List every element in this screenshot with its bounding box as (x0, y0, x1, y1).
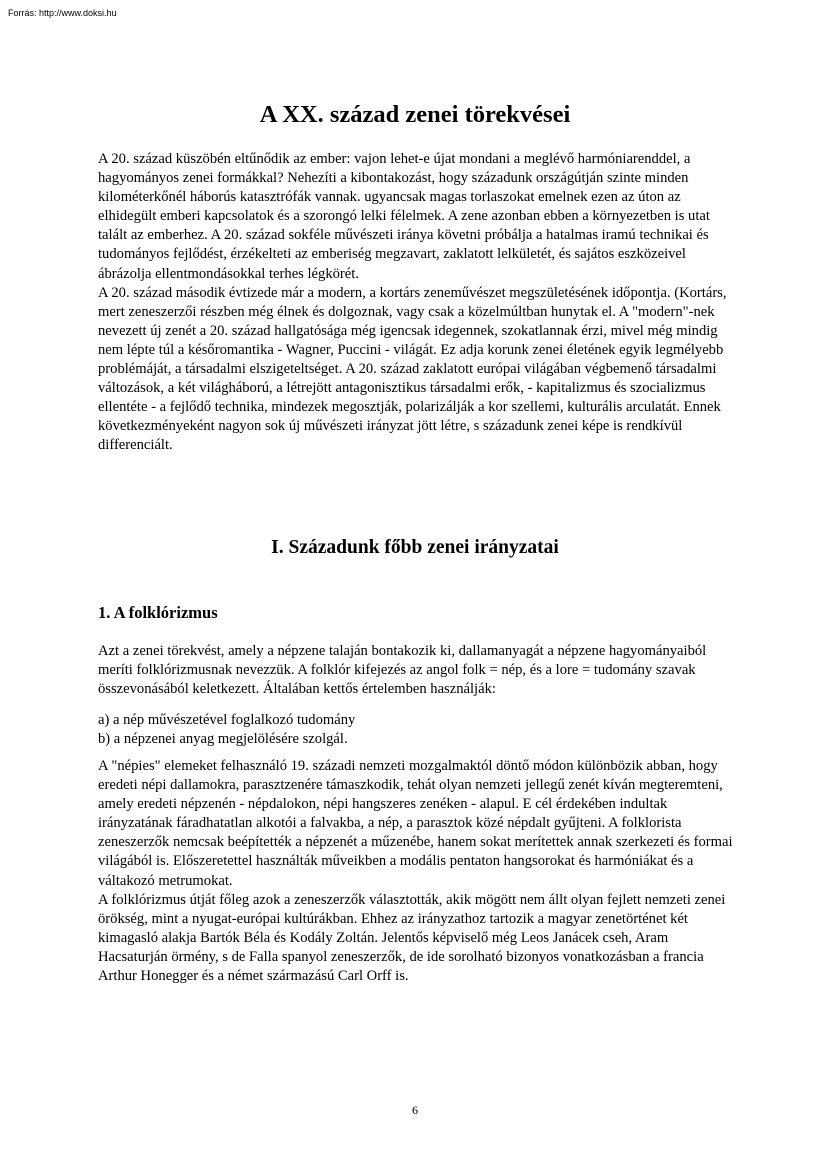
subsection-title: 1. A folklórizmus (98, 603, 218, 622)
details-paragraph-1: A "népies" elemeket felhasználó 19. századi nemzeti mozgalmaktól döntő módon különbözik abban, hogy eredeti népi dallamokra, parasztzenére támaszkodik, tehát olyan nemzeti jellegű zenét kíván megteremteni, amely eredeti népzenén - népdalokon, népi hangszeres zenéken - alapul. E cél érdekében indultak irányzatának fáradhatatlan alkotói a falvakba, a nép, a parasztok közé népdalt gyűjteni. A folklorista zeneszerzők nemcsak beépítették a népzenét a műzenébe, hanem sokat merítettek annak szerkezeti és formai világából is. Előszeretettel használták műveikben a modális pentaton hangsorokat és harmóniákat és a váltakozó metrumokat. (98, 758, 733, 889)
list-item: a) a nép művészetével foglalkozó tudomány (98, 712, 356, 728)
meaning-list (98, 711, 738, 749)
folklorism-details (98, 757, 738, 986)
folklorism-definition (98, 642, 738, 699)
definition-paragraph: Azt a zenei törekvést, amely a népzene talaján bontakozik ki, dallamanyagát a népzene hagyományaiból meríti folklórizmusnak nevezzük. A folklór kifejezés az angol folk = nép, és a lore = tudomány szavak összevonásából keletkezett. Általában kettős értelemben használják: (98, 643, 707, 698)
page-number: 6 (412, 1103, 418, 1117)
intro-paragraph-1: A 20. század küszöbén eltűnődik az ember: vajon lehet-e újat mondani a meglévő harmóniarenddel, a hagyományos zenei formákkal? Nehezíti a kibontakozást, hogy századunk országútján szinte minden kilométerkőnél háborús katasztrófák vannak. ugyancsak magas torlaszokat emelnek ezen az úton az elhidegült emberi kapcsolatok és a szorongó lelki félelmek. A zene azonban ebben a környezetben is utat talált az emberhez. A 20. század sokféle művészeti iránya követni próbálja a hatalmas iramú technikai és tudományos fejlődést, érzékelteti az emberiség megzavart, zaklatott lelkületét, és sajátos eszközeivel ábrázolja ellentmondásokkal terhes légkörét. (98, 151, 710, 282)
intro-paragraph-2: A 20. század második évtizede már a modern, a kortárs zeneművészet megszületésének időpontja. (Kortárs, mert zeneszerzői részben még élnek és dolgoznak, vagy csak a közelmúltban hunytak el. A "modern"-nek nevezett új zenét a 20. század hallgatósága még igencsak idegennek, szokatlannak érzi, mivel még mindig nem lépte túl a későromantika - Wagner, Puccini - világát. Ez adja korunk zenei életének egyik legmélyebb problémáját, a társadalmi elszigeteltséget. A 20. század zaklatott európai világában végbemenő társadalmi változások, a két világháború, a létrejött antagonisztikus társadalmi erők, - kapitalizmus és szocializmus ellentéte - a fejlődő technika, mindezek megosztják, polarizálják a kor szellemi, kulturális arculatát. Ennek következményeként nagyon sok új művészeti irányzat jött létre, s századunk zenei képe is rendkívül differenciált. (98, 284, 727, 454)
list-item: b) a népzenei anyag megjelölésére szolgál. (98, 731, 348, 748)
intro-section (98, 150, 738, 456)
section-title: I. Századunk főbb zenei irányzatai (271, 537, 559, 558)
source-line: Forrás: http://www.doksi.hu (8, 8, 117, 18)
details-paragraph-2: A folklórizmus útját főleg azok a zeneszerzők választották, akik mögött nem állt olyan fejlett nemzeti zenei örökség, mint a nyugat-európai kultúrákban. Ehhez az irányzathoz tartozik a magyar zenetörténet két kimagasló alakja Bartók Béla és Kodály Zoltán. Jelentős képviselő még Leos Janácek cseh, Aram Hacsaturján örmény, s de Falla spanyol zeneszerzők, de ide sorolható bizonyos vonatkozásban a francia Arthur Honegger és a német származású Carl Orff is. (98, 891, 726, 985)
document-title: A XX. század zenei törekvései (259, 101, 571, 128)
